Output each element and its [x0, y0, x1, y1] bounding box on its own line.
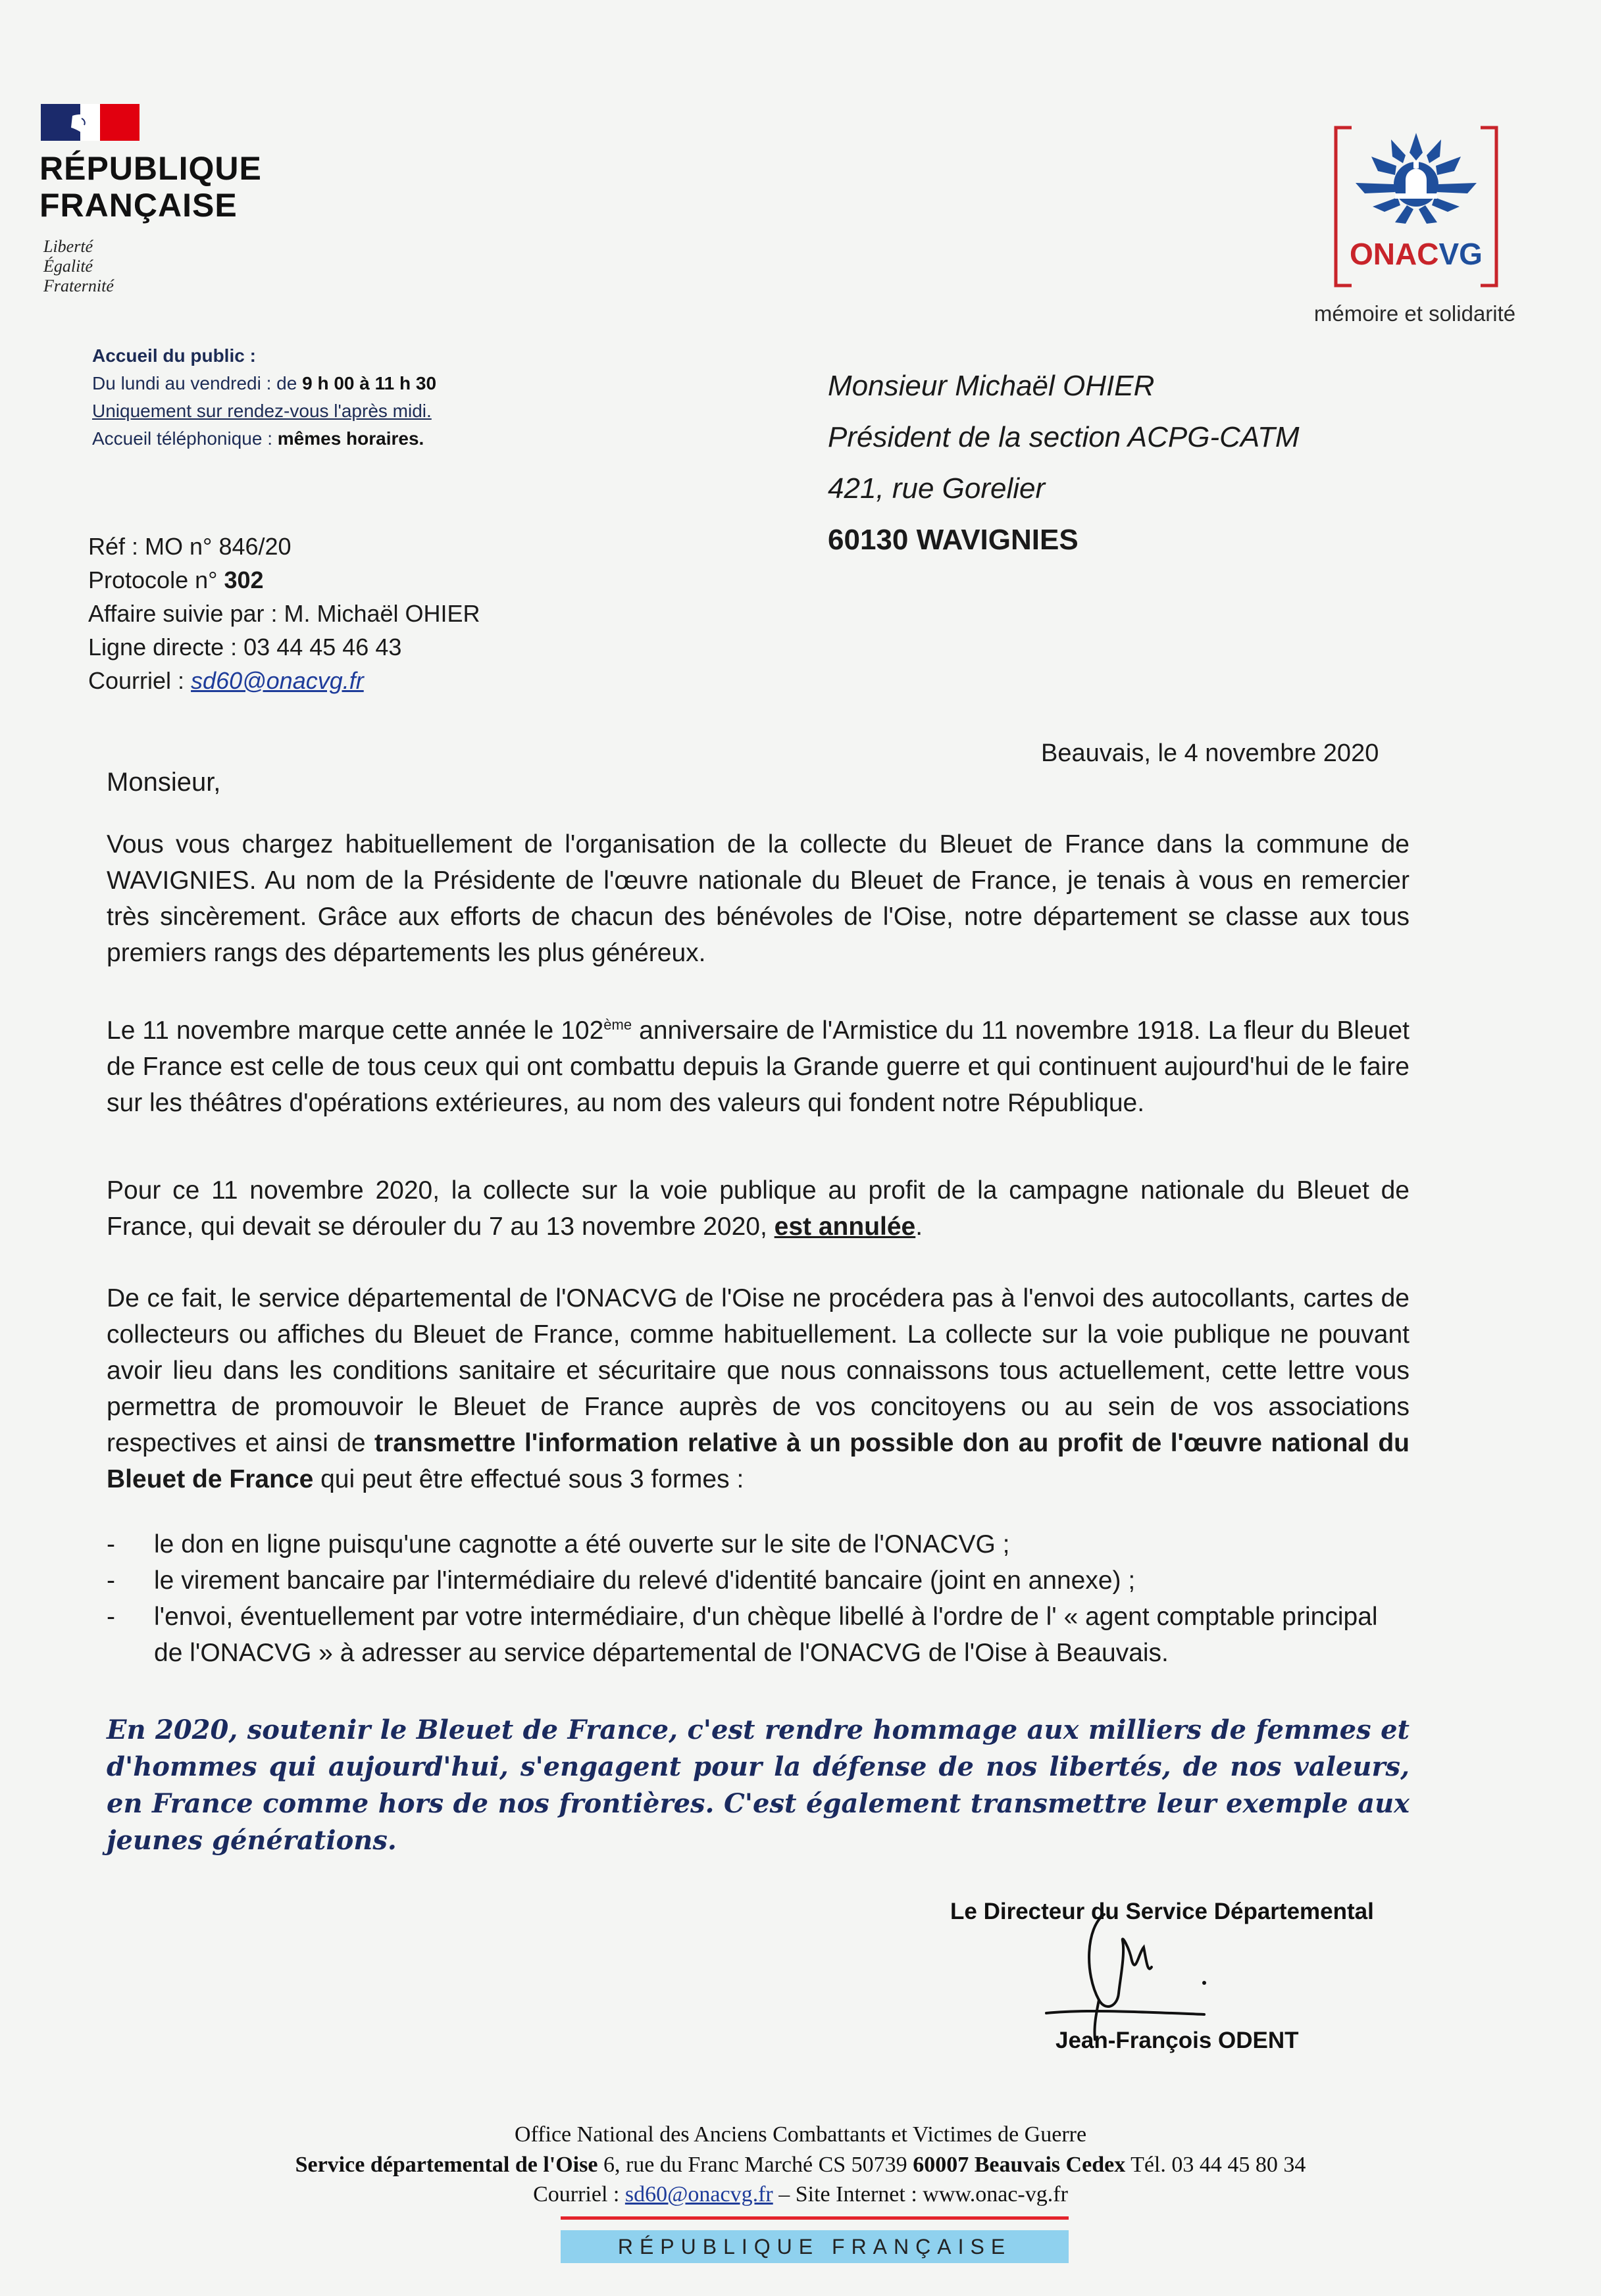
handwritten-signature-icon	[1007, 1901, 1231, 2046]
footer-email-link[interactable]: sd60@onacvg.fr	[624, 2182, 773, 2207]
ligne-directe: Ligne directe : 03 44 45 46 43	[88, 634, 402, 661]
list-item	[107, 1526, 1410, 1562]
recipient-address	[828, 361, 1299, 566]
accueil-hours	[92, 370, 436, 397]
reference-block	[88, 530, 480, 697]
rf-line-1: RÉPUBLIQUE	[39, 150, 262, 187]
list-dash: -	[107, 1603, 115, 1631]
paragraph-2-start: Le 11 novembre marque cette année le 102	[107, 1016, 604, 1045]
devise-liberte: Liberté	[43, 237, 93, 256]
paragraph-4	[107, 1280, 1410, 1497]
accueil-phone-value: mêmes horaires.	[277, 428, 424, 449]
protocole-label: Protocole n°	[88, 566, 224, 593]
onacvg-tagline: mémoire et solidarité	[1313, 301, 1516, 326]
list-item	[107, 1562, 1410, 1599]
letter-date: Beauvais, le 4 novembre 2020	[1041, 739, 1379, 767]
ordinal-superscript: ème	[603, 1016, 632, 1033]
accueil-appointment: Uniquement sur rendez-vous l'après midi.	[92, 401, 432, 421]
paragraph-3	[107, 1172, 1410, 1245]
marianne-logo-icon	[41, 104, 140, 141]
accueil-title: Accueil du public :	[92, 345, 256, 366]
paragraph-2	[107, 1007, 1410, 1121]
donation-list	[107, 1526, 1410, 1671]
recipient-street: 421, rue Gorelier	[828, 472, 1046, 505]
affaire-suivie: Affaire suivie par : M. Michaël OHIER	[88, 600, 480, 627]
list-dash: -	[107, 1530, 115, 1559]
list-item	[107, 1599, 1410, 1671]
list-dash: -	[107, 1566, 115, 1595]
recipient-role: Président de la section ACPG-CATM	[828, 421, 1300, 453]
devise	[43, 237, 114, 296]
footer-republique-band: RÉPUBLIQUE FRANÇAISE	[561, 2230, 1069, 2263]
courriel-label: Courriel :	[88, 667, 191, 694]
accueil-phone-label: Accueil téléphonique :	[92, 428, 278, 449]
footer-address	[0, 2153, 1601, 2178]
recipient-city: 60130 WAVIGNIES	[828, 524, 1079, 556]
accueil-hours-value: 9 h 00 à 11 h 30	[302, 373, 437, 393]
paragraph-2-rest: anniversaire de l'Armistice du 11 novembre 1918. La fleur du Bleuet de France est celle de tous ceux qui ont combattu depuis la Grande guerre et qui continuent aujourd'hui de le faire sur les théâtres d'opérations extérieures, au nom des valeurs qui fondent notre République.	[107, 1016, 1410, 1117]
accueil-phone	[92, 425, 436, 453]
paragraph-4-emphasis: transmettre l'information relative à un possible don au profit de l'œuvre national du Bleuet de France	[107, 1429, 1410, 1493]
paragraph-4-end: qui peut être effectué sous 3 formes :	[313, 1465, 744, 1493]
footer-email-label: Courriel :	[533, 2182, 625, 2207]
footer-service-name: Service départemental de l'Oise	[295, 2153, 598, 2177]
devise-fraternite: Fraternité	[43, 276, 114, 295]
closing-statement: En 2020, soutenir le Bleuet de France, c'est rendre hommage aux milliers de femmes et d'hommes qui aujourd'hui, s'engagent pour la défense de nos libertés, de nos valeurs, en France comme hors de nos frontières. C'est également transmettre leur exemple aux jeunes générations.	[107, 1714, 1410, 1856]
footer-street: 6, rue du Franc Marché CS 50739	[597, 2153, 913, 2177]
signature-title: Le Directeur du Service Départemental	[950, 1899, 1374, 1924]
signatory-name: Jean-François ODENT	[1055, 2028, 1299, 2053]
footer-phone: Tél. 03 44 45 80 34	[1125, 2153, 1306, 2177]
footer-website: – Site Internet : www.onac-vg.fr	[773, 2182, 1068, 2207]
footer-red-rule	[561, 2216, 1069, 2220]
list-item-text: l'envoi, éventuellement par votre intermédiaire, d'un chèque libellé à l'ordre de l' « agent comptable principal de l'ONACVG » à adresser au service départemental de l'ONACVG de l'Oise à Beauvais.	[154, 1603, 1378, 1667]
salutation: Monsieur,	[107, 768, 221, 797]
paragraph-4-start: De ce fait, le service départemental de l'ONACVG de l'Oise ne procédera pas à l'envoi des autocollants, cartes de collecteurs ou affiches du Bleuet de France, comme habituellement. La collecte sur la voie publique ne pouvant avoir lieu dans les conditions sanitaire et sécuritaire que nous connaissons tous actuellement, cette lettre vous permettra de promouvoir le Bleuet de France auprès de vos concitoyens ou au sein de vos associations respectives et ainsi de	[107, 1284, 1410, 1457]
paragraph-3-end: .	[915, 1212, 923, 1241]
footer-contact	[0, 2182, 1601, 2207]
rf-line-2: FRANÇAISE	[39, 187, 238, 224]
paragraph-1: Vous vous chargez habituellement de l'organisation de la collecte du Bleuet de France dans la commune de WAVIGNIES. Au nom de la Présidente de l'œuvre nationale du Bleuet de France, je tenais à vous en remercier très sincèrement. Grâce aux efforts de chacun des bénévoles de l'Oise, notre département se classe aux tous premiers rangs des départements les plus généreux.	[107, 830, 1410, 967]
courriel-link[interactable]: sd60@onacvg.fr	[191, 667, 364, 694]
annulee-emphasis: est annulée	[774, 1212, 916, 1241]
recipient-name: Monsieur Michaël OHIER	[828, 370, 1155, 402]
protocole-number: 302	[224, 566, 264, 593]
list-item-text: le don en ligne puisqu'une cagnotte a été ouverte sur le site de l'ONACVG ;	[154, 1530, 1010, 1559]
ref-number: Réf : MO n° 846/20	[88, 533, 292, 560]
onacvg-wordmark: ONACVG	[1350, 237, 1483, 271]
footer-office: Office National des Anciens Combattants et Victimes de Guerre	[514, 2122, 1087, 2147]
list-item-text: le virement bancaire par l'intermédiaire du relevé d'identité bancaire (joint en annexe) ;	[154, 1566, 1136, 1595]
paragraph-3-start: Pour ce 11 novembre 2020, la collecte sur la voie publique au profit de la campagne nationale du Bleuet de France, qui devait se dérouler du 7 au 13 novembre 2020,	[107, 1176, 1410, 1241]
accueil-hours-label: Du lundi au vendredi : de	[92, 373, 303, 393]
protocole	[88, 563, 480, 597]
devise-egalite: Égalité	[43, 257, 93, 276]
footer-postcode: 60007 Beauvais Cedex	[913, 2153, 1126, 2177]
republique-francaise-title	[39, 150, 262, 224]
courriel	[88, 664, 480, 697]
onacvg-logo-icon	[1332, 124, 1500, 289]
accueil-block	[92, 342, 436, 453]
